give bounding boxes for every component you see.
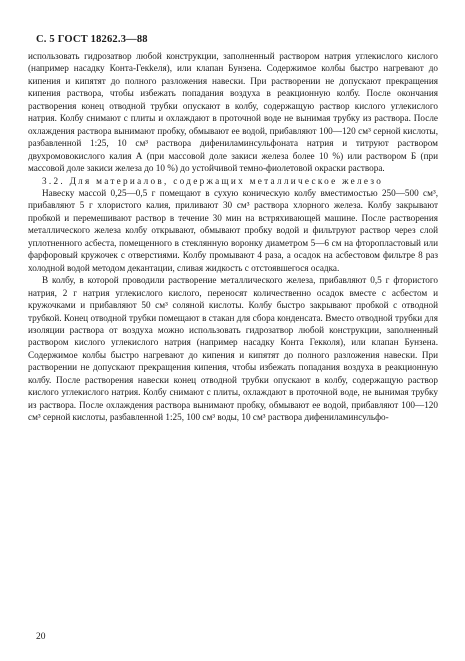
- document-body: [28, 50, 438, 424]
- page-header: С. 5 ГОСТ 18262.3—88: [36, 34, 148, 45]
- section-heading: 3.2. Для материалов, содержащих металлическое железо: [42, 175, 384, 186]
- paragraph-dissolution: В колбу, в которой проводили растворение металлического железа, прибавляют 0,5 г фтористого натрия, 2 г натрия углекислого кислого, переносят количественно осадок вместе с асбестом и кружочками и прибавляют 50 см³ соляной кислоты. Колбу быстро закрывают пробкой с отводной трубкой. Конец отводной трубки помещают в стакан для сбора конденсата. Вместо отводной трубки для изоляции раствора от воздуха можно использовать гидрозатвор любой конструкции, заполненный раствором кислого углекислого натрия (например насадку Конта Гекколя), или клапан Бунзена. Содержимое колбы быстро нагревают до кипения и кипятят до полного разложения навески. При растворении не допускают прекращения кипения, чтобы избежать попадания воздуха в реакционную колбу. После растворения навески конец отводной трубки опускают в колбу, содержащую раствор кислого углекислого натрия. Колбу снимают с плиты, охлаждают в проточной воде, не вынимая трубку из раствора. После охлаждения раствора вынимают пробку, обмывают ее водой, прибавляют 100—120 см³ серной кислоты, разбавленной 1:25, 100 см³ воды, 10 см³ раствора дифениламинсульфо-: [28, 275, 438, 423]
- paragraph-sample-prep: Навеску массой 0,25—0,5 г помещают в сухую коническую колбу вместимостью 250—500 см³, прибавляют 5 г хлористого калия, приливают 30 см³ раствора хлорного железа. Колбу закрывают пробкой и перемешивают раствор в течение 30 мин на встряхивающей машине. После растворения металлического железа колбу открывают, обмывают пробку водой и фильтруют раствор через слой уплотненного асбеста, помещенного в стеклянную воронку диаметром 5—6 см на фторопластовый или фарфоровый кружочек с отверстиями. Колбу промывают 4 раза, а осадок на асбестовом фильтре 8 раз холодной водой методом декантации, сливая жидкость с отстоявшегося осадка.: [28, 187, 438, 273]
- page-number: 20: [36, 632, 46, 642]
- paragraph-continuation: использовать гидрозатвор любой конструкции, заполненный раствором натрия углекислого кислого (например насадку Конта-Гекkеля), или клапан Бунзена. Содержимое колбы быстро нагревают до кипения и кипятят до полного разложения навески. При растворении не допускают прекращения кипения раствора, чтобы избежать попадания воздуха в реакционную колбу. После окончания растворения конец отводной трубки опускают в колбу, содержащую раствор кислого углекислого натрия. Колбу снимают с плиты и охлаждают в проточной воде не вынимая трубку из раствора. После охлаждения раствора вынимают пробку, обмывают ее водой, прибавляют 100—120 см³ серной кислоты, разбавленной 1:25, 10 см³ раствора дифениламинсульфоната натрия и титруют раствором двухромовокислого калия А (при массовой доле закиси железа более 10 %) или раствором Б (при массовой доле закиси железа до 10 %) до устойчивой темно-фиолетовой окраски раствора.: [28, 51, 438, 174]
